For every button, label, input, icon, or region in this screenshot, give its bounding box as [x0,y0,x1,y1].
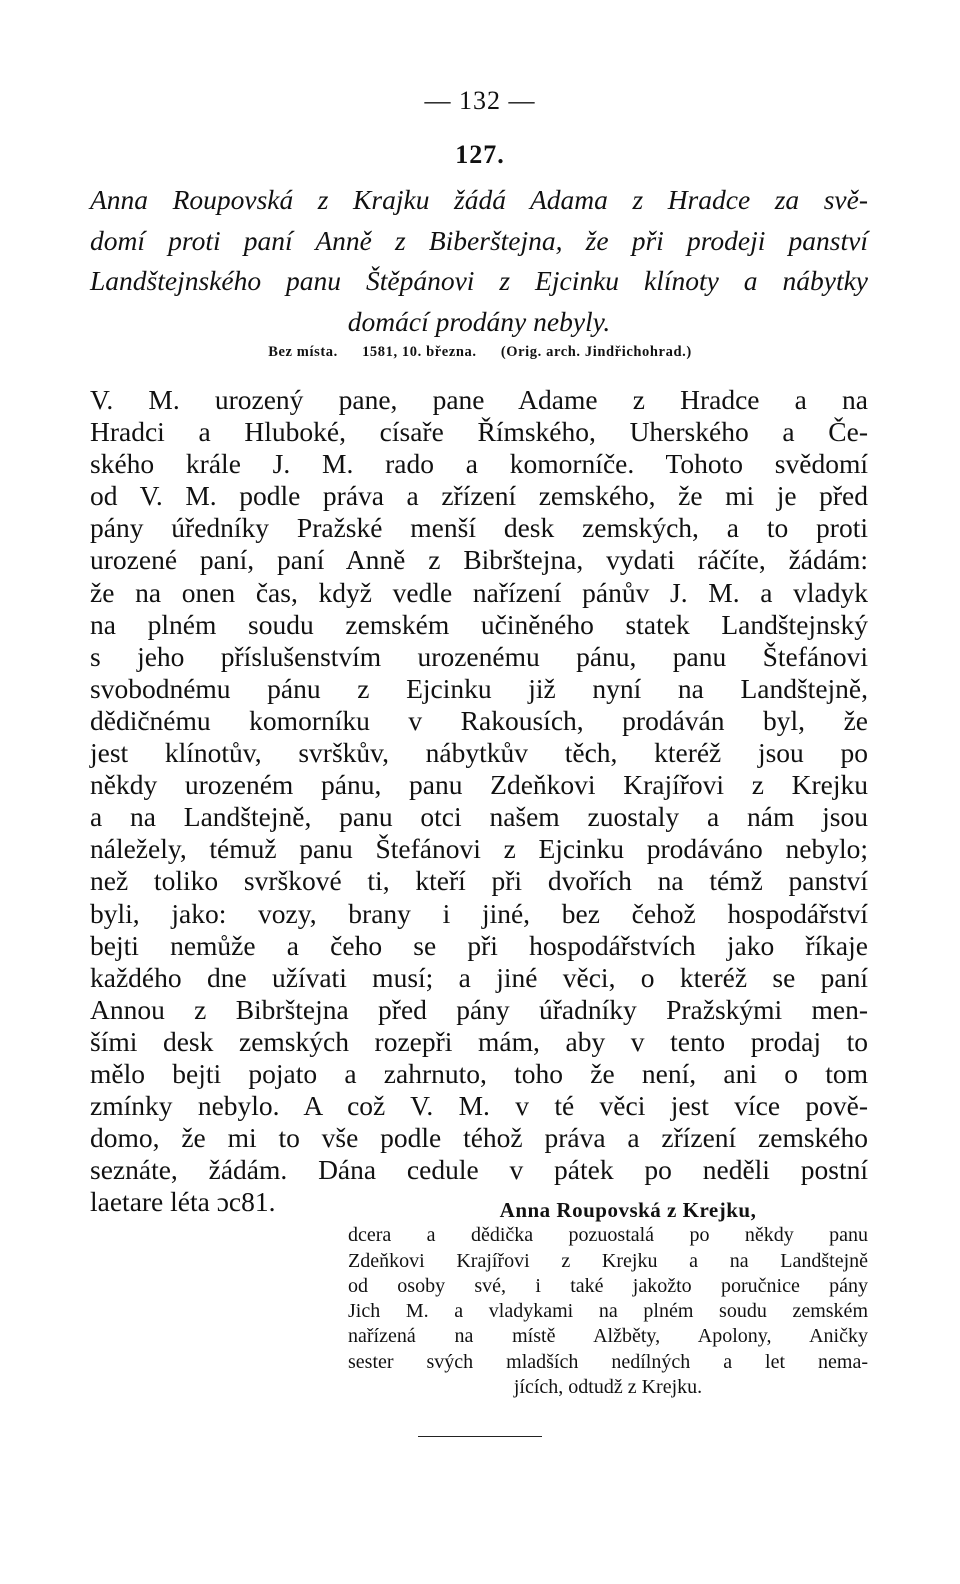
title-line: Anna Roupovská z Krajku žádá Adama z Hradce za svě- [90,184,868,215]
document-number: 127. [455,140,505,169]
meta-place: Bez místa. [268,344,338,360]
body-line: na plném soudu zemském učiněného statek Landštejnský [90,608,868,640]
title-line: domácí prodány nebyly. [347,305,611,337]
closing-rule [418,1436,542,1437]
signature-name: Anna Roupovská z Krejku, [499,1198,757,1222]
body-line: bejti nemůže a čeho se při hospodářstvích jako říkaje [90,929,868,961]
body-line: Hradci a Hluboké, císaře Římského, Uherského a Če- [90,416,868,448]
page-number: — 132 — [424,86,536,115]
letter-body [90,384,868,1218]
body-line: urozené paní, paní Anně z Bibrštejna, vydati ráčíte, žádám: [90,544,868,576]
body-line: dědičnému komorníku v Rakousích, prodáván byl, že [90,704,868,736]
signature-line: jících, odtudž z Krejku. [513,1376,703,1399]
body-line: a na Landštejně, panu otci našem zuostaly a nám jsou [90,801,868,833]
signature-line: Jich M. a vladykami na plném soudu zemském [348,1300,868,1323]
body-line: seznáte, žádám. Dána cedule v pátek po neděli postní [90,1154,868,1186]
body-line: jest klínotův, svrškův, nábytkův těch, kteréž jsou po [90,737,868,769]
body-line: každého dne užívati musí; a jiné věci, o kteréž se paní [90,961,868,993]
body-line: zmínky nebylo. A což V. M. v té věci jest více pově- [90,1090,868,1122]
body-line: byli, jako: vozy, brany i jiné, bez čehož hospodářství [90,897,868,929]
body-line: Annou z Bibrštejna před pány úřadníky Pražskými men- [90,993,868,1025]
signature-line: dcera a dědička pozuostalá po někdy panu [348,1224,868,1247]
signature-block [348,1198,868,1400]
body-line: pány úředníky Pražské me⁠nší desk zemských, a to proti [90,512,868,544]
meta-date: 1581, 10. března. [362,344,477,360]
signature-line: od osoby své, i také jakožto poručnice pány [348,1274,868,1297]
title-line: domí proti paní Anně z Biberštejna, že při prodeji panství [90,224,868,256]
body-line: svobodnému pánu z Ejcinku již nyní na Landštejně, [90,672,868,704]
body-line: že na onen čas, když vedle nařízení pánův J. M. a vladyk [90,576,868,608]
body-line: ského krále J. M. rado a komorníče. Tohoto svědomí [90,448,868,480]
body-line: než toliko svrškové ti, kteří při dvořích na témž panství [90,865,868,897]
signature-line: nařízená na místě Alžběty, Apolony, Aničky [348,1325,868,1348]
body-line: někdy urozeném pánu, panu Zdeňkovi Krajířovi z Krejku [90,769,868,801]
body-line: V. M. urozený pane, pane Adame z Hradce a na [90,384,868,415]
body-line: domo, že mi to vše podle téhož práva a zřízení zemského [90,1122,868,1154]
title-line: Landštejnského panu Štěpánovi z Ejcinku klínoty a nábytky [90,265,868,296]
document-meta [0,344,960,361]
body-line: od V. M. podle práva a zřízení zemského, že mi je před [90,480,868,512]
body-line: mělo bejti pojato a zahrnuto, toho že není, ani o tom [90,1057,868,1089]
signature-line: sester svých mladších nedílných a let nema- [348,1350,868,1373]
document-title [90,180,868,342]
body-line: laetare léta ɔc81. [90,1186,276,1218]
body-line: náležely, témuž panu Štefánovi z Ejcinku prodáváno nebylo; [90,833,868,865]
meta-source: (Orig. arch. Jindřichohrad.) [500,344,692,360]
body-line: s jeho příslušenstvím urozenému pánu, panu Štefánovi [90,640,868,672]
body-line: šími desk zemských rozepři mám, aby v tento prodaj to [90,1025,868,1057]
signature-line: Zdeňkovi Krajířovi z Krejku a na Landštejně [348,1249,868,1272]
